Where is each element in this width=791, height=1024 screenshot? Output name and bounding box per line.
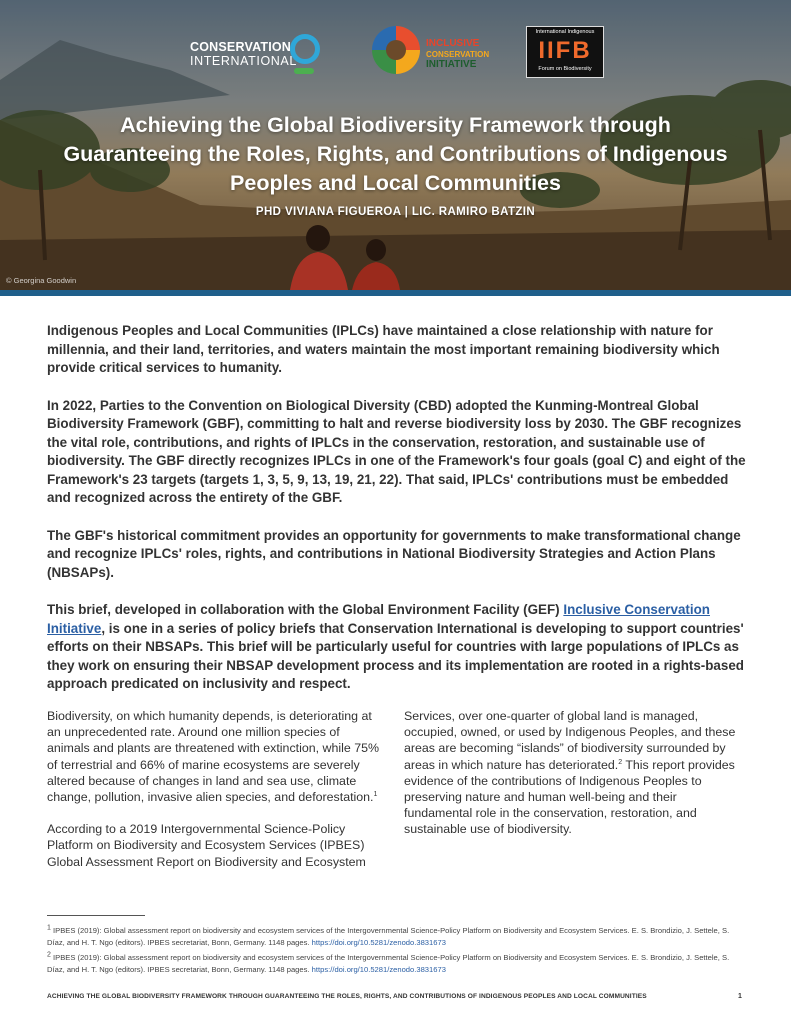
intro-section	[47, 322, 747, 713]
intro-p4-before: This brief, developed in collaboration with the Global Environment Facility (GEF)	[47, 602, 564, 617]
ci-logo-line2: INTERNATIONAL	[190, 54, 297, 68]
footnote-1	[47, 925, 747, 949]
right-column	[404, 708, 748, 854]
iifb-logo-top: International Indigenous	[535, 29, 595, 35]
authors: PHD VIVIANA FIGUEROA | LIC. RAMIRO BATZIN	[255, 206, 536, 218]
footnote-2-doi-link[interactable]: https://doi.org/10.5281/zenodo.3831673	[311, 965, 446, 974]
left-column	[47, 708, 382, 886]
footnote-2-text: IPBES (2019): Global assessment report on biodiversity and ecosystem services of the Intergovernmental Science-Policy Platform on Biodiversity and Ecosystem Services. E. S. Brondizio, J. Settele, S. Díaz, and H. T. Ngo (editors). IPBES secretariat, Bonn, Germany. 1148 pages.	[47, 953, 730, 974]
intro-p4-after: , is one in a series of policy briefs that Conservation International is developing to support countries' efforts on their NBSAPs. This brief will be particularly useful for countries with large populations of IPLCs as they work on ensuring their NBSAP development process and its implementation are rooted in a rights-based approach predicated on inclusivity and respect.	[47, 620, 744, 691]
conservation-international-logo	[190, 30, 330, 80]
ici-logo-line2: CONSERVATION	[426, 50, 490, 59]
page-number: 1	[738, 993, 742, 1000]
footnote-1-number: 1	[47, 924, 51, 932]
right-paragraph-1	[404, 708, 748, 838]
ci-leaf-icon	[294, 68, 314, 74]
footnote-divider	[47, 915, 145, 916]
accent-stripe	[0, 290, 791, 296]
iifb-logo-bottom: Forum on Biodiversity	[538, 66, 592, 72]
ici-emblem-icon	[372, 26, 420, 74]
right-p1-text-a: Services, over one-quarter of global land is managed, occupied, owned, or used by Indigenous Peoples, and these areas are becoming “islands” of biodiversity surrounded by areas in which nature has deteriorated.	[404, 709, 736, 772]
hero-banner	[0, 0, 791, 290]
right-p1-text-b: This report provides evidence of the contributions of Indigenous Peoples to preserving nature and human well-being and their fundamental role in the conservation, restoration, and sustainable use of biodiversity.	[404, 757, 735, 837]
ici-logo-line3: INITIATIVE	[426, 59, 477, 70]
partner-logos	[0, 24, 791, 84]
left-paragraph-1	[47, 708, 382, 805]
left-p1-text: Biodiversity, on which humanity depends, is deteriorating at an unprecedented rate. Around one million species of animals and plants are threatened with extinction, while 75% of terrestrial and 66% of marine ecosystems are severely altered because of changes in land and sea use, climate change, pollution, invasive alien species, and deforestation.	[47, 709, 379, 805]
intro-paragraph-1: Indigenous Peoples and Local Communities (IPLCs) have maintained a close relationship with nature for millennia, and their land, territories, and waters maintain the most important remaining biodiversity which provide critical services to humanity.	[47, 323, 720, 375]
footnote-ref-1[interactable]: 1	[373, 790, 378, 798]
document-title: Achieving the Global Biodiversity Framework through Guaranteeing the Roles, Rights, and Contributions of Indigenous Peoples and Local Communities	[63, 113, 728, 195]
ci-logo-line1: CONSERVATION	[190, 40, 292, 54]
left-paragraph-2: According to a 2019 Intergovernmental Science-Policy Platform on Biodiversity and Ecosystem Services (IPBES) Global Assessment Report on Biodiversity and Ecosystem	[47, 822, 366, 869]
intro-paragraph-4	[47, 601, 747, 694]
footnote-2-number: 2	[47, 951, 51, 959]
iifb-logo-mark: IIFB	[538, 37, 592, 64]
inclusive-conservation-initiative-link[interactable]: Inclusive Conservation Initiative	[47, 602, 710, 636]
inclusive-conservation-initiative-logo	[372, 24, 492, 80]
ci-ring-icon	[290, 34, 320, 64]
photo-credit: © Georgina Goodwin	[6, 276, 77, 285]
ici-logo-line1: INCLUSIVE	[426, 38, 480, 49]
intro-paragraph-3: The GBF's historical commitment provides an opportunity for governments to make transformational change and recognize IPLCs' roles, rights, and contributions in National Biodiversity Strategies and Action Plans (NBSAPs).	[47, 527, 741, 580]
iifb-logo	[526, 26, 604, 78]
running-footer-title: ACHIEVING THE GLOBAL BIODIVERSITY FRAMEWORK THROUGH GUARANTEEING THE ROLES, RIGHTS, AND CONTRIBUTIONS OF INDIGENOUS PEOPLES AND LOCAL COMMUNITIES	[47, 993, 647, 1000]
footnote-ref-2[interactable]: 2	[618, 758, 623, 766]
intro-paragraph-2: In 2022, Parties to the Convention on Biological Diversity (CBD) adopted the Kunming-Montreal Global Biodiversity Framework (GBF), committing to halt and reverse biodiversity loss by 2030. The GBF recognizes the vital role, contributions, and rights of IPLCs in the conservation, restoration, and sustainable use of biodiversity. The GBF directly recognizes IPLCs in one of the Framework's four goals (goal C) and eight of the Framework's 23 targets (targets 1, 3, 5, 9, 13, 19, 21, 22). That said, IPLCs' contributions must be embedded and recognized across the entirety of the GBF.	[47, 397, 746, 505]
footnote-2	[47, 952, 747, 976]
footnote-1-doi-link[interactable]: https://doi.org/10.5281/zenodo.3831673	[311, 938, 446, 947]
footnote-1-text: IPBES (2019): Global assessment report on biodiversity and ecosystem services of the Intergovernmental Science-Policy Platform on Biodiversity and Ecosystem Services. E. S. Brondizio, J. Settele, S. Díaz, and H. T. Ngo (editors). IPBES secretariat, Bonn, Germany. 1148 pages.	[47, 926, 730, 947]
